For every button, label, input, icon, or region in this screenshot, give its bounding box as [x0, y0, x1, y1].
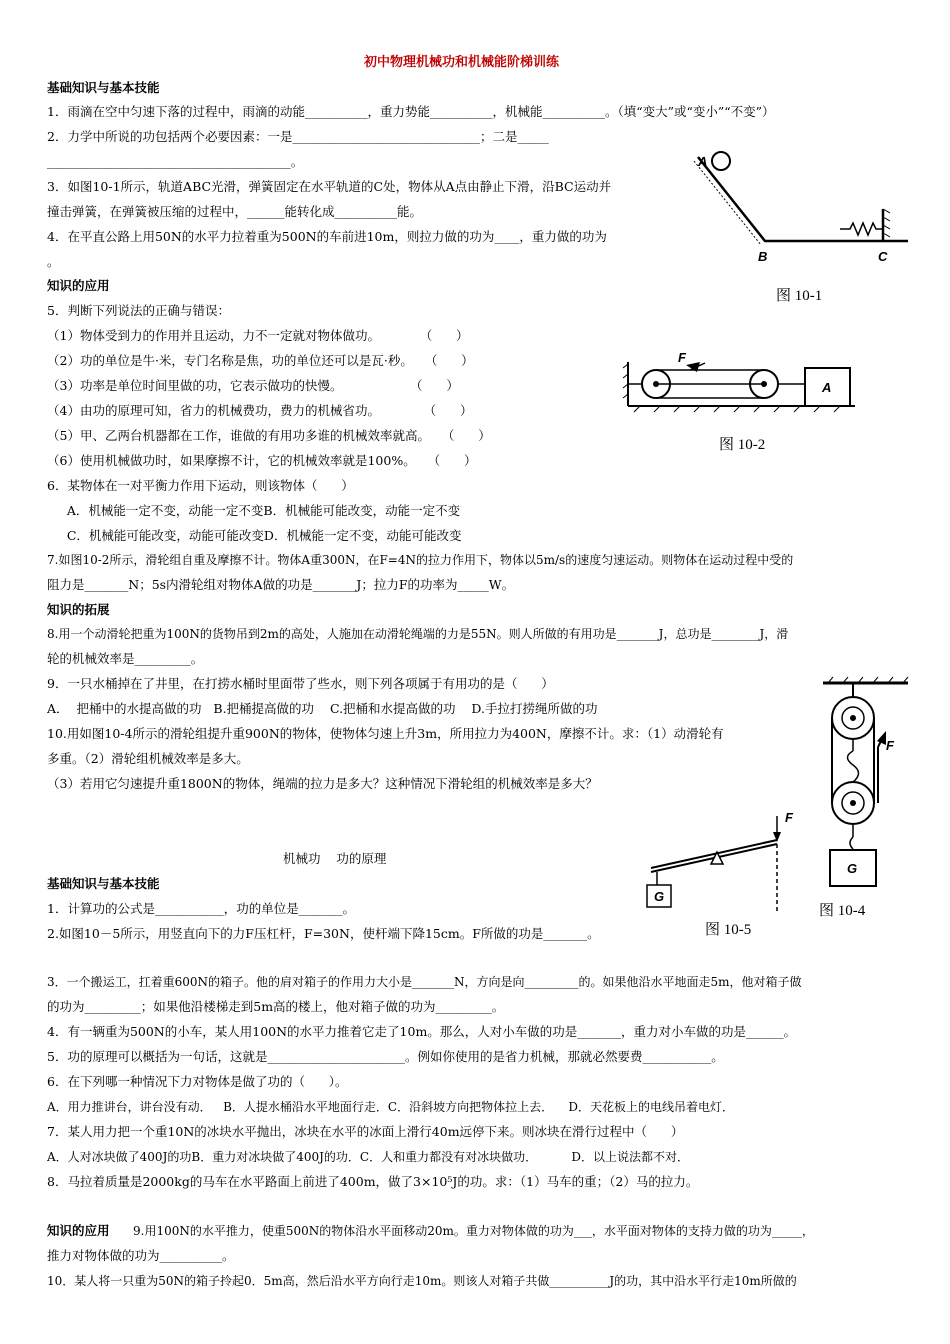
- question-line: _______________________________________。: [47, 154, 304, 169]
- option-line: A．人对冰块做了400J的功B．重力对冰块做了400J的功．C．人和重力都没有对冰块做功． D．以上说法都不对．: [47, 1150, 690, 1164]
- section-heading: 基础知识与基本技能: [47, 876, 160, 891]
- label-f: F: [678, 350, 686, 365]
- figure-caption: 图 10-2: [719, 437, 766, 453]
- section-heading: 知识的拓展: [47, 602, 110, 617]
- figure-caption: 图 10-4: [819, 903, 866, 919]
- question-line: 2.如图10－5所示，用竖直向下的力F压杠杆，F=30N，使杆端下降15cm。F所做的功是_______。: [47, 926, 600, 941]
- label-g: G: [847, 861, 858, 876]
- question-line: 阻力是_______N；5s内滑轮组对物体A做的功是_______J；拉力F的功率为_____W。: [47, 577, 515, 592]
- question-line: 7．某人用力把一个重10N的冰块水平抛出，冰块在水平的冰面上滑行40m远停下来。则冰块在滑行过程中（ ）: [47, 1124, 684, 1139]
- figure-10-1-track: [690, 145, 910, 265]
- question-line: （6）使用机械做功时，如果摩擦不计，它的机械效率就是100%。 （ ）: [47, 453, 477, 468]
- question-line: 2．力学中所说的功包括两个必要因素：一是______________________________；二是_____: [47, 129, 549, 144]
- label-a: A: [698, 154, 708, 169]
- question-line: 10．某人将一只重为50N的箱子拎起0．5m高，然后沿水平方向行走10m。则该人对箱子共做__________J的功，其中沿水平行走10m所做的: [47, 1274, 797, 1288]
- label-c: C: [878, 249, 888, 264]
- question-line: 6．某物体在一对平衡力作用下运动，则该物体（ ）: [47, 478, 354, 493]
- question-line: 8.用一个动滑轮把重为100N的货物吊到2m的高处，人施加在动滑轮绳端的力是55N。则人所做的有用功是_______J，总功是________J，滑: [47, 627, 789, 641]
- figure-10-5-lever: [645, 810, 805, 915]
- option-line: A．机械能一定不变，动能一定不变B．机械能可能改变，动能一定不变: [47, 503, 461, 518]
- label-b: B: [758, 249, 768, 264]
- option-line: C．机械能可能改变，动能可能改变D．机械能一定不变，动能可能改变: [47, 528, 462, 543]
- label-a: A: [822, 380, 832, 395]
- figure-caption: 图 10-1: [776, 288, 823, 304]
- question-line: 1．雨滴在空中匀速下落的过程中，雨滴的动能__________，重力势能__________，机械能__________。（填“变大”或“变小”“不变”）: [47, 104, 775, 119]
- question-line: 多重。（2）滑轮组机械效率是多大。: [47, 751, 249, 766]
- question-line: 轮的机械效率是_________。: [47, 651, 204, 666]
- question-line: （1）物体受到力的作用并且运动，力不一定就对物体做功。 （ ）: [47, 328, 469, 343]
- figure-caption: 图 10-5: [705, 922, 752, 938]
- section-heading: 知识的应用: [47, 1223, 110, 1238]
- label-f: F: [785, 810, 793, 825]
- label-f: F: [886, 738, 894, 753]
- question-line: （2）功的单位是牛·米，专门名称是焦，功的单位还可以是瓦·秒。 （ ）: [47, 353, 474, 368]
- label-g: G: [654, 889, 665, 904]
- option-line: A．用力推讲台，讲台没有动． B．人提水桶沿水平地面行走．C．沿斜坡方向把物体拉上去． D．天花板上的电线吊着电灯．: [47, 1100, 734, 1114]
- question-line: （4）由功的原理可知，省力的机械费功，费力的机械省功。 （ ）: [47, 403, 473, 418]
- question-line: 6．在下列哪一种情况下力对物体是做了功的（ ）。: [47, 1074, 348, 1089]
- question-line: 3．一个搬运工，扛着重600N的箱子。他的肩对箱子的作用力大小是_______N，方向是向_________的。如果他沿水平地面走5m，他对箱子做: [47, 975, 802, 989]
- question-line: （3）若用它匀速提升重1800N的物体，绳端的拉力是多大？这种情况下滑轮组的机械效率是多大？: [47, 776, 598, 791]
- question-line: 撞击弹簧，在弹簧被压缩的过程中，______能转化成__________能。: [47, 204, 423, 219]
- section-heading: 基础知识与基本技能: [47, 80, 160, 95]
- question-line: 的功为_________；如果他沿楼梯走到5m高的楼上，他对箱子做的功为_________。: [47, 999, 505, 1014]
- question-line: 5．功的原理可以概括为一句话，这就是______________________。例如你使用的是省力机械，那就必然要费___________。: [47, 1049, 724, 1064]
- question-line: 9.用100N的水平推力，使重500N的物体沿水平面移动20m。重力对物体做的功为___，水平面对物体的支持力做的功为_____，: [133, 1224, 814, 1238]
- question-line: 7.如图10-2所示，滑轮组自重及摩擦不计。物体A重300N，在F=4N的拉力作用下，物体以5m/s的速度匀速运动。则物体在运动过程中受的: [47, 553, 794, 567]
- page-title: 初中物理机械功和机械能阶梯训练: [364, 55, 560, 70]
- question-line: 1．计算功的公式是___________，功的单位是_______。: [47, 901, 355, 916]
- figure-10-4-pulley-block: [820, 675, 910, 890]
- question-line: 8．马拉着质量是2000kg的马车在水平路面上前进了400m，做了3×10⁵J的功。求：（1）马车的重；（2）马的拉力。: [47, 1174, 699, 1189]
- question-line: 4．在平直公路上用50N的水平力拉着重为500N的车前进10m，则拉力做的功为____，重力做的功为: [47, 229, 607, 244]
- question-line: 10.用如图10-4所示的滑轮组提升重900N的物体，使物体匀速上升3m，所用拉力为400N，摩擦不计。求：（1）动滑轮有: [47, 726, 724, 741]
- figure-10-2-pulley: [620, 350, 860, 415]
- question-line: 3．如图10-1所示，轨道ABC光滑，弹簧固定在水平轨道的C处，物体从A点由静止下滑，沿BC运动并: [47, 179, 612, 194]
- option-line: A． 把桶中的水提高做的功 B.把桶提高做的功 C.把桶和水提高做的功 D.手拉打捞绳所做的功: [47, 701, 598, 716]
- question-line: 5．判断下列说法的正确与错误：: [47, 303, 230, 318]
- section-heading: 知识的应用: [47, 278, 110, 293]
- question-line: （5）甲、乙两台机器都在工作，谁做的有用功多谁的机械效率就高。 （ ）: [47, 428, 491, 443]
- question-line: 9．一只水桶掉在了井里，在打捞水桶时里面带了些水，则下列各项属于有用功的是（ ）: [47, 676, 554, 691]
- question-line: （3）功率是单位时间里做的功，它表示做功的快慢。 （ ）: [47, 378, 459, 393]
- section-subtitle: 机械功 功的原理: [283, 851, 387, 866]
- question-line: 推力对物体做的功为__________。: [47, 1248, 235, 1263]
- question-line: 4．有一辆重为500N的小车，某人用100N的水平力推着它走了10m。那么，人对小车做的功是_______，重力对小车做的功是______。: [47, 1024, 797, 1039]
- question-line: 。: [47, 254, 60, 269]
